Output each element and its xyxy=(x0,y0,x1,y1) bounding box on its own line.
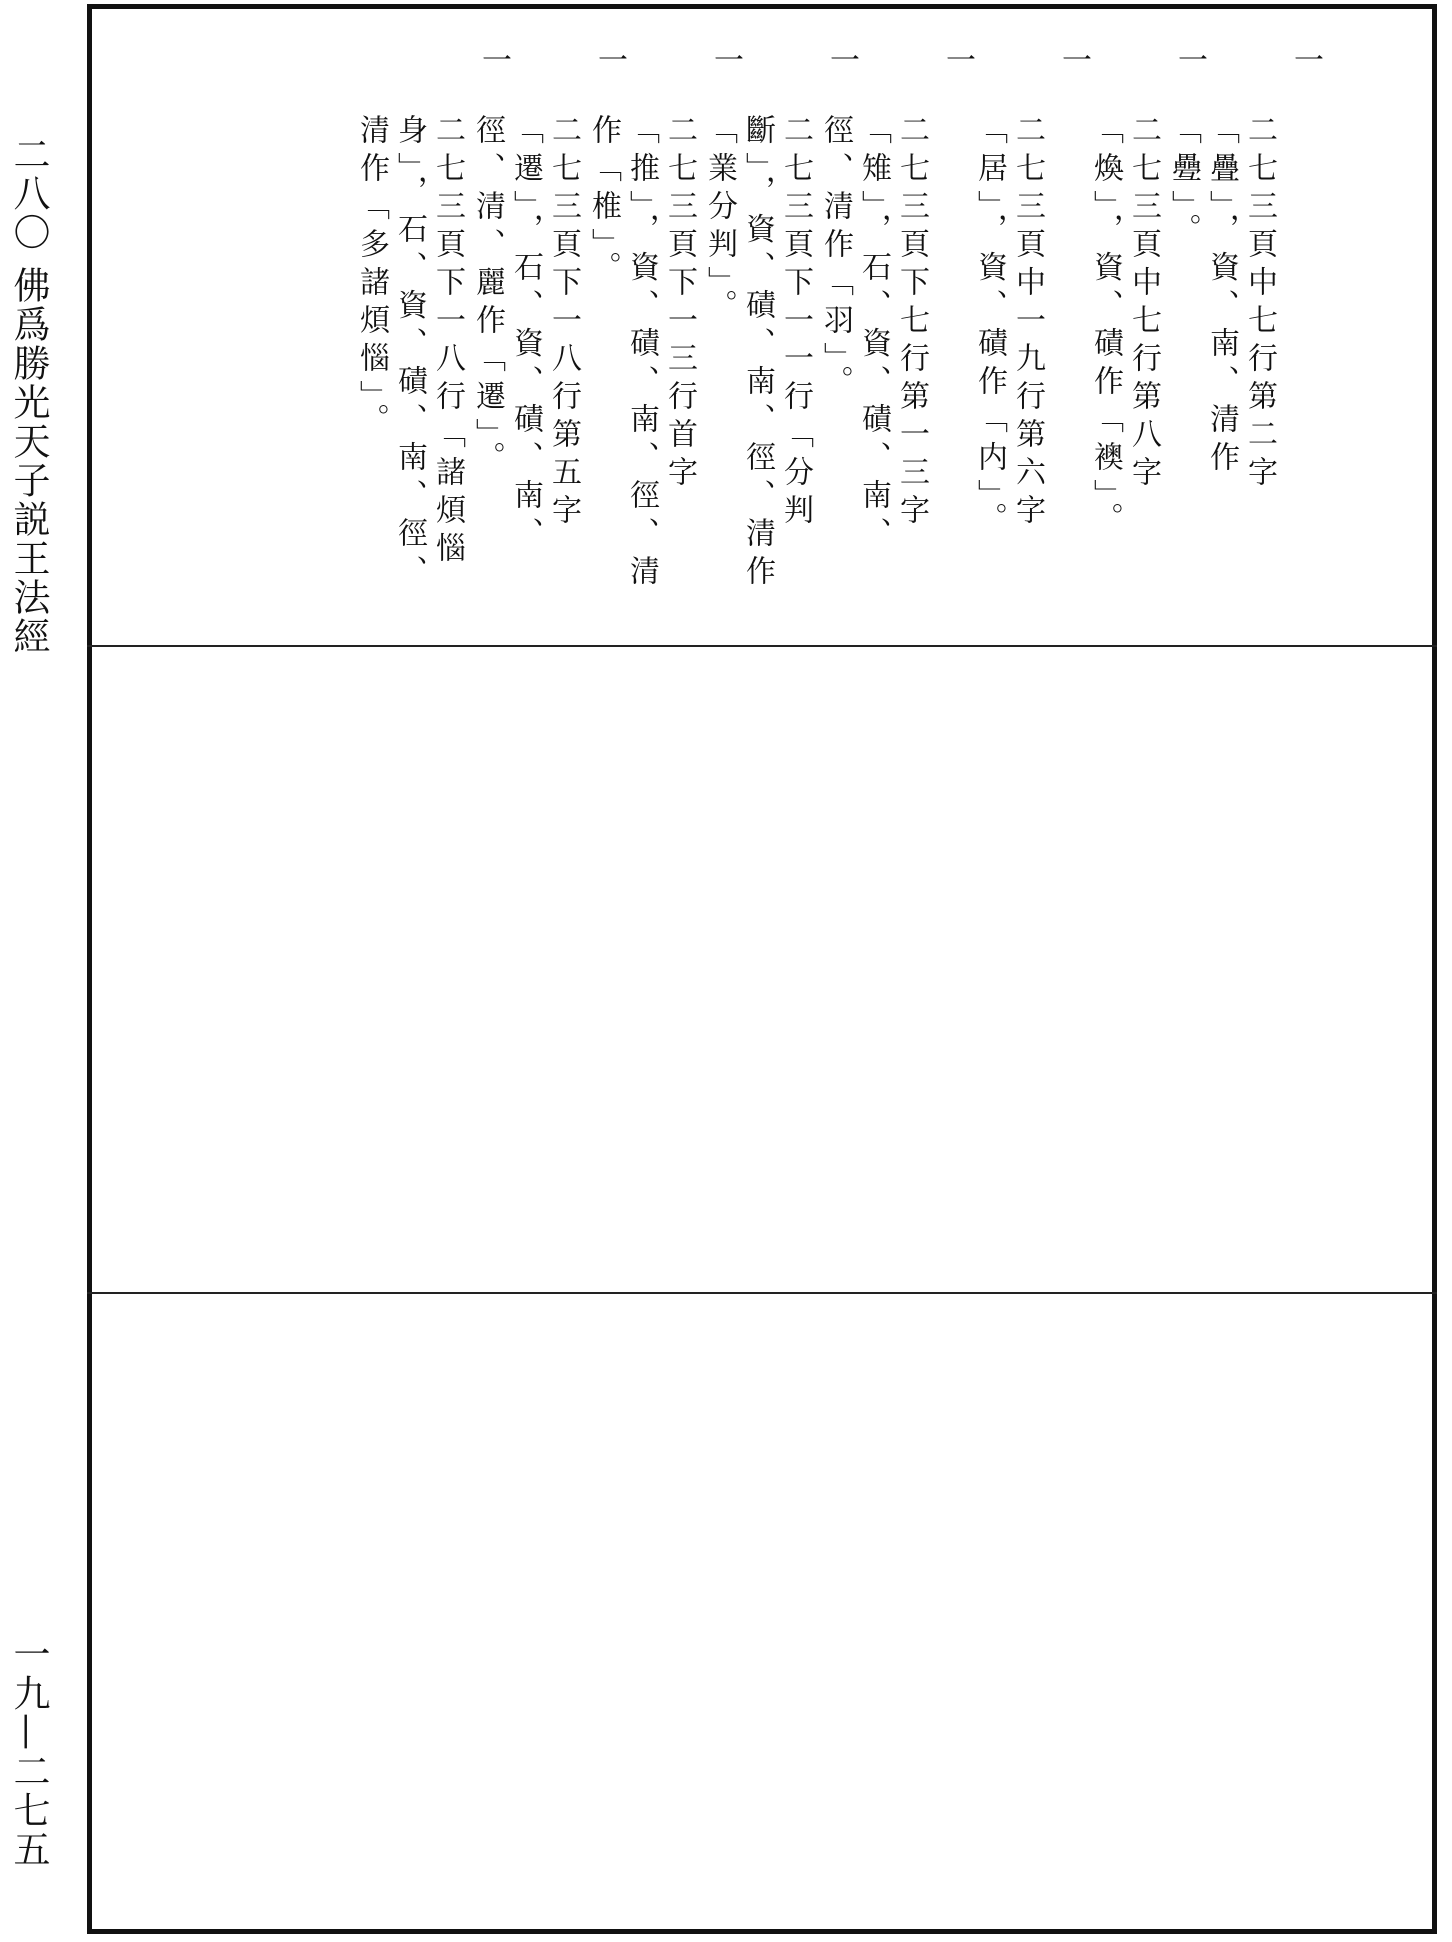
note-text: 二七三頁下七行第一三字「雉」，石、資、磧、南、徑、清作「羽」。 xyxy=(818,114,929,555)
page-folio-number: 一九—二七五 xyxy=(7,1635,50,1869)
note-text: 二七三頁中一九行第六字「居」，資、磧作「内」。 xyxy=(972,114,1045,540)
note-marker: 一 xyxy=(940,44,975,74)
collation-note xyxy=(1166,44,1323,644)
collation-notes xyxy=(354,44,1323,644)
note-text: 二七三頁下一八行第五字「遷」，石、資、磧、南、徑、清、麗作「遷」。 xyxy=(470,114,581,555)
collation-note xyxy=(972,44,1091,644)
note-marker: 一 xyxy=(1172,44,1207,74)
note-marker: 一 xyxy=(476,44,511,74)
note-text: 二七三頁中七行第二字「疊」，資、南、清作「疉」。 xyxy=(1166,114,1277,494)
note-marker: 一 xyxy=(1056,44,1091,74)
page-margin-title: 二八〇 佛爲勝光天子説王法經 xyxy=(7,135,50,656)
note-marker: 一 xyxy=(708,44,743,74)
section-divider-upper xyxy=(87,645,1437,647)
note-marker: 一 xyxy=(824,44,859,74)
note-text: 二七三頁中七行第八字「煥」，資、磧作「襖」。 xyxy=(1088,114,1161,540)
note-text: 二七三頁下一一行「分判斷」，資、磧、南、徑、清作「業分判」。 xyxy=(702,114,813,593)
note-text: 二七三頁下一八行「諸煩惱身」，石、資、磧、南、徑、清作「多諸煩惱」。 xyxy=(354,114,465,593)
note-text: 二七三頁下一三行首字「推」，資、磧、南、徑、清作「椎」。 xyxy=(586,114,697,593)
note-marker: 一 xyxy=(1288,44,1323,74)
note-marker: 一 xyxy=(592,44,627,74)
collation-note xyxy=(818,44,975,644)
section-divider-lower xyxy=(87,1292,1437,1294)
